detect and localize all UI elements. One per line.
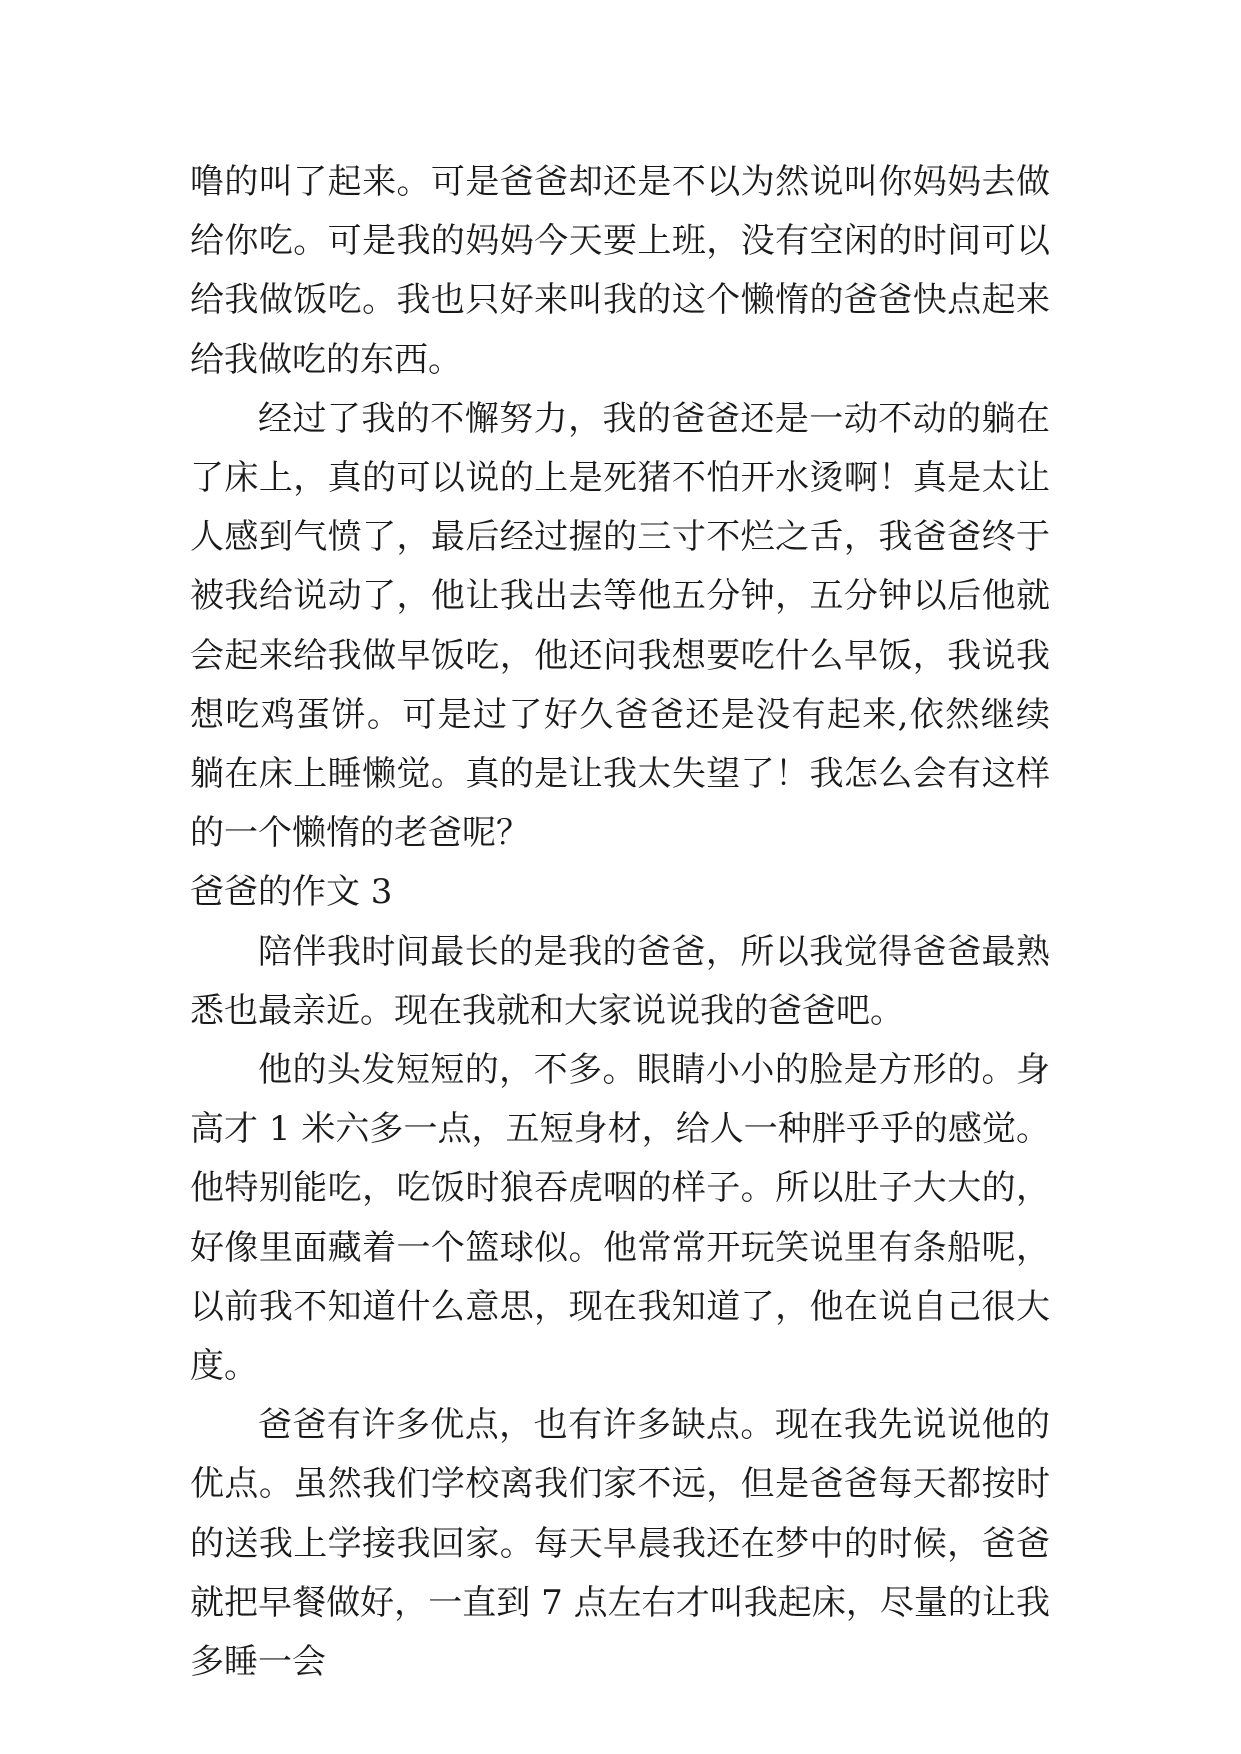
paragraph-continued: 噜的叫了起来。可是爸爸却还是不以为然说叫你妈妈去做给你吃。可是我的妈妈今天要上班，没有空闲的时间可以给我做饭吃。我也只好来叫我的这个懒惰的爸爸快点起来给我做吃的东西。 [190,162,1050,380]
essay-heading: 爸爸的作文 3 [190,872,393,913]
paragraph-appearance: 他的头发短短的，不多。眼睛小小的脸是方形的。身高才 1 米六多一点，五短身材，给人一种胖乎乎的感觉。他特别能吃，吃饭时狼吞虎咽的样子。所以肚子大大的，好像里面藏着一个篮球似。他常常开玩笑说里有条船呢，以前我不知道什么意思，现在我知道了，他在说自己很大度。 [190,1050,1050,1387]
paragraph-lazy-dad: 经过了我的不懈努力，我的爸爸还是一动不动的躺在了床上，真的可以说的上是死猪不怕开水烫啊！真是太让人感到气愤了，最后经过握的三寸不烂之舌，我爸爸终于被我给说动了，他让我出去等他五分钟，五分钟以后他就会起来给我做早饭吃，他还问我想要吃什么早饭，我说我想吃鸡蛋饼。可是过了好久爸爸还是没有起来,依然继续躺在床上睡懒觉。真的是让我太失望了！我怎么会有这样的一个懒惰的老爸呢？ [190,398,1050,854]
essay-text [190,153,1050,1692]
paragraph-intro: 陪伴我时间最长的是我的爸爸，所以我觉得爸爸最熟悉也最亲近。现在我就和大家说说我的爸爸吧。 [190,931,1050,1031]
paragraph-merits: 爸爸有许多优点，也有许多缺点。现在我先说说他的优点。虽然我们学校离我们家不远，但是爸爸每天都按时的送我上学接我回家。每天早晨我还在梦中的时候，爸爸就把早餐做好，一直到 7 点左右才叫我起床，尽量的让我多睡一会 [190,1405,1050,1683]
